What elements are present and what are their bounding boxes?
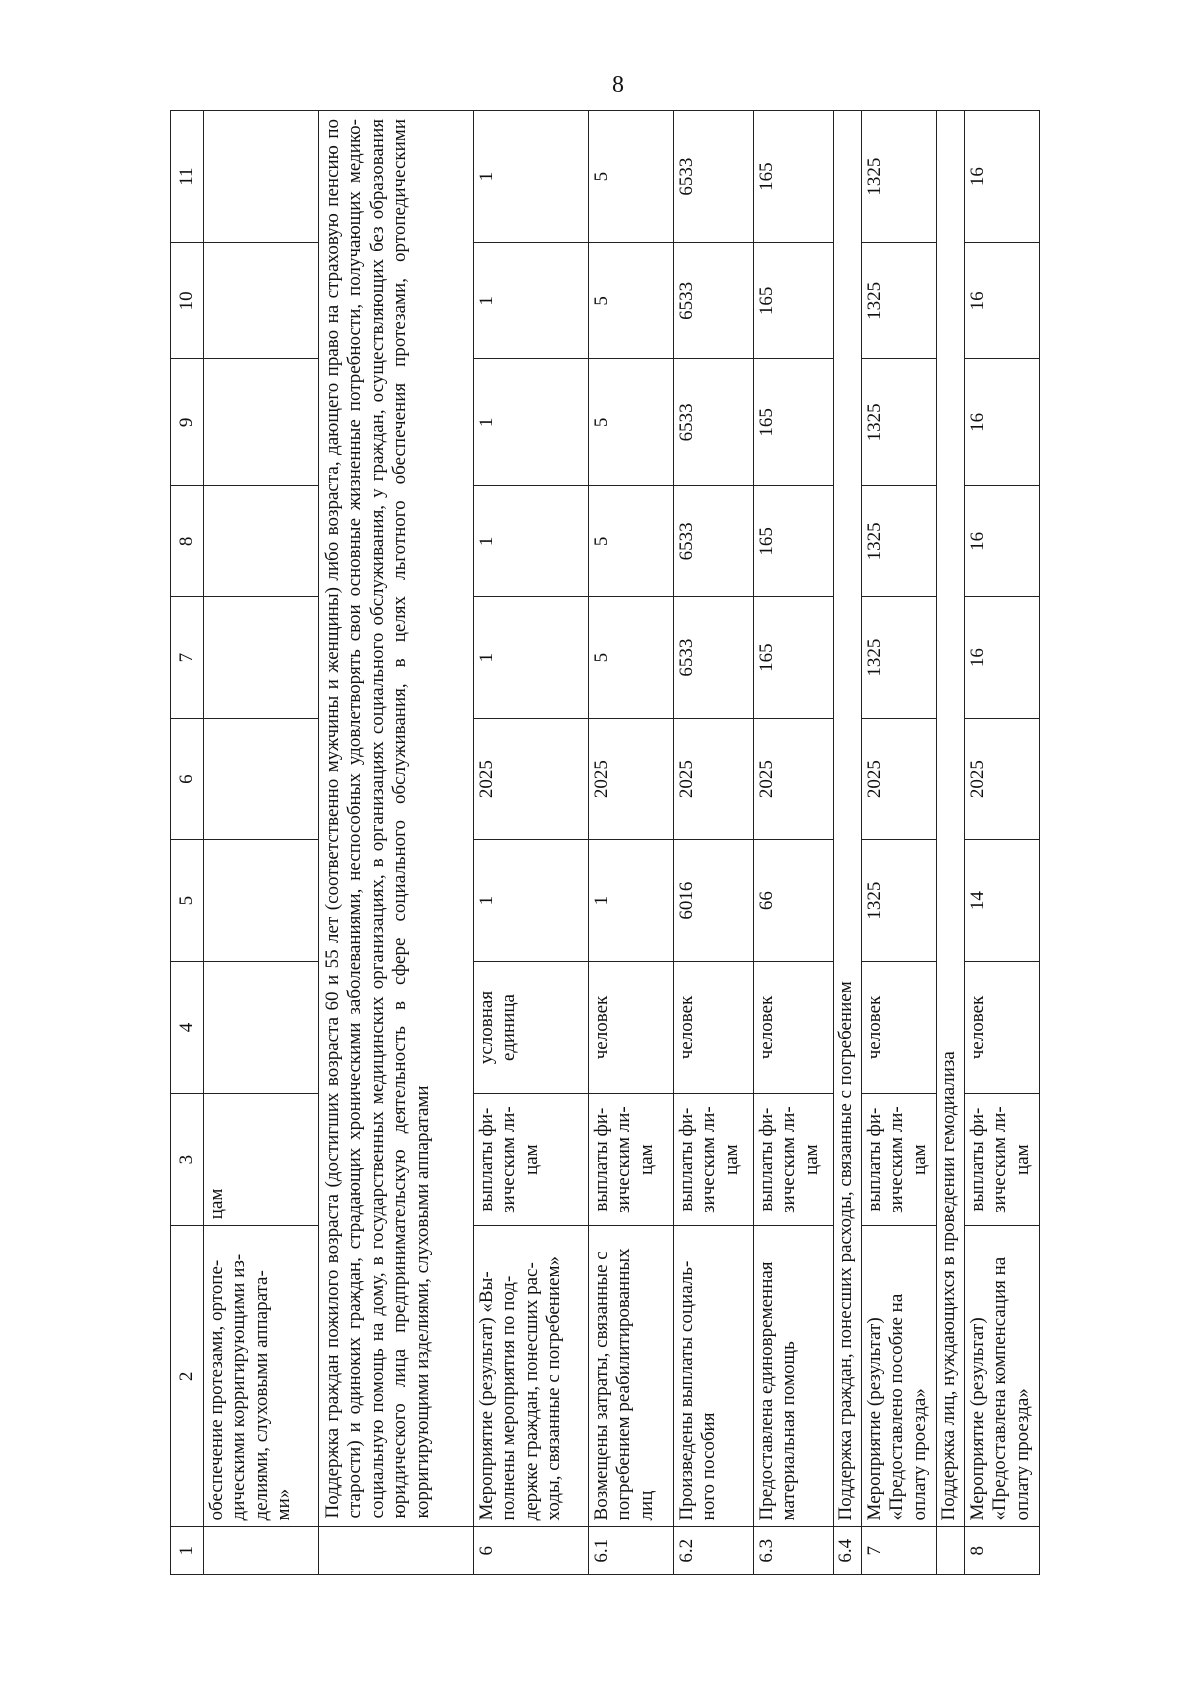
cell-base-value: 6016 bbox=[674, 840, 754, 962]
cell-value: 1325 bbox=[862, 359, 937, 486]
cell-year: 2025 bbox=[965, 718, 1040, 840]
table-row-continued bbox=[204, 111, 319, 1575]
cell-value: 165 bbox=[754, 111, 834, 243]
section-row bbox=[937, 111, 965, 1575]
row-number: 8 bbox=[965, 1527, 1040, 1575]
section-row bbox=[834, 111, 862, 1575]
cell-value: 1 bbox=[474, 359, 589, 486]
row-number: 6.1 bbox=[589, 1527, 674, 1575]
cell-description: Мероприятие (результат) «Вы- полнены мероприятия по под- держке граждан, понесших рас- ходы, связанные с погребением» bbox=[474, 1226, 589, 1527]
cell-unit: человек bbox=[754, 961, 834, 1093]
cell-value: 16 bbox=[965, 359, 1040, 486]
cell-payment-type: выплаты фи- зическим ли- цам bbox=[674, 1094, 754, 1226]
cell-unit: человек bbox=[674, 961, 754, 1093]
header-row bbox=[171, 111, 204, 1575]
cell-description: Предоставлена единовременная материальная помощь bbox=[754, 1226, 834, 1527]
cell-value: 5 bbox=[589, 111, 674, 243]
cell-description: обеспечение протезами, ортопе- дическими корригирующими из- делиями, слуховыми аппарата- ми» bbox=[204, 1226, 319, 1527]
header-cell: 9 bbox=[171, 359, 204, 486]
cell-value: 1325 bbox=[862, 111, 937, 243]
cell-value: 5 bbox=[589, 243, 674, 359]
cell-payment-type: выплаты фи- зическим ли- цам bbox=[474, 1094, 589, 1226]
header-cell: 7 bbox=[171, 597, 204, 719]
header-cell: 3 bbox=[171, 1094, 204, 1226]
cell-value: 16 bbox=[965, 111, 1040, 243]
cell-value: 1 bbox=[474, 243, 589, 359]
cell-description: Мероприятие (результат) «Предоставлено пособие на оплату проезда» bbox=[862, 1226, 937, 1527]
cell-value: 165 bbox=[754, 597, 834, 719]
cell-year: 2025 bbox=[674, 718, 754, 840]
header-cell: 2 bbox=[171, 1226, 204, 1527]
header-cell: 6 bbox=[171, 718, 204, 840]
table-row bbox=[589, 111, 674, 1575]
cell-value: 1325 bbox=[862, 243, 937, 359]
cell-year: 2025 bbox=[589, 718, 674, 840]
cell-year: 2025 bbox=[474, 718, 589, 840]
table-row bbox=[965, 111, 1040, 1575]
cell-value: 5 bbox=[589, 359, 674, 486]
table-row bbox=[674, 111, 754, 1575]
cell-value: 6533 bbox=[674, 111, 754, 243]
cell-value: 16 bbox=[965, 486, 1040, 597]
header-cell: 5 bbox=[171, 840, 204, 962]
cell-value: 16 bbox=[965, 597, 1040, 719]
cell-value: 1 bbox=[474, 597, 589, 719]
cell-payment-type: выплаты фи- зическим ли- цам bbox=[589, 1094, 674, 1226]
cell-payment-type: цам bbox=[204, 1094, 319, 1226]
cell-unit: человек bbox=[862, 961, 937, 1093]
table-row bbox=[862, 111, 937, 1575]
cell-value: 1 bbox=[474, 486, 589, 597]
cell-base-value: 14 bbox=[965, 840, 1040, 962]
cell-value: 165 bbox=[754, 243, 834, 359]
cell-base-value: 1 bbox=[474, 840, 589, 962]
cell-unit: условная единица bbox=[474, 961, 589, 1093]
header-cell: 4 bbox=[171, 961, 204, 1093]
section-row bbox=[319, 111, 474, 1575]
header-cell: 11 bbox=[171, 111, 204, 243]
cell-value: 1325 bbox=[862, 486, 937, 597]
cell-value: 5 bbox=[589, 486, 674, 597]
cell-value: 165 bbox=[754, 486, 834, 597]
section-text: Поддержка лиц, нуждающихся в проведении гемодиализа bbox=[937, 111, 965, 1527]
cell-payment-type: выплаты фи- зическим ли- цам bbox=[862, 1094, 937, 1226]
rotated-table-wrapper bbox=[170, 110, 1050, 1575]
cell-unit: человек bbox=[965, 961, 1040, 1093]
cell-description: Возмещены затраты, связанные с погребением реабилитированных лиц bbox=[589, 1226, 674, 1527]
cell-description: Произведены выплаты социаль- ного пособия bbox=[674, 1226, 754, 1527]
cell-value: 16 bbox=[965, 243, 1040, 359]
table-row bbox=[754, 111, 834, 1575]
cell-value: 6533 bbox=[674, 486, 754, 597]
cell-payment-type: выплаты фи- зическим ли- цам bbox=[754, 1094, 834, 1226]
section-text: Поддержка граждан пожилого возраста (достигших возраста 60 и 55 лет (соответственно мужчины и женщины) либо возраста, дающего право на страховую пенсию по старости) и одиноких граждан, страдающих хроническими заболеваниями, неспособных удовлетворять свои основные жизненные потребности, получающих медико-социальную помощь на дому, в государственных медицинских организациях, в организациях социального обслуживания, у граждан, осуществляющих без образования юридического лица предпринимательскую деятельность в сфере социального обслуживания, в целях льготного обеспечения протезами, ортопедическими корригирующими изделиями, слуховыми аппаратами bbox=[319, 111, 474, 1527]
row-number: 6 bbox=[474, 1527, 589, 1575]
cell-value: 1 bbox=[474, 111, 589, 243]
cell-value: 6533 bbox=[674, 359, 754, 486]
header-cell: 8 bbox=[171, 486, 204, 597]
measures-table bbox=[170, 110, 1040, 1575]
cell-description: Мероприятие (результат) «Предоставлена компенсация на оплату проезда» bbox=[965, 1226, 1040, 1527]
header-cell: 1 bbox=[171, 1527, 204, 1575]
row-number: 6.4 bbox=[834, 1527, 862, 1575]
cell-unit: человек bbox=[589, 961, 674, 1093]
cell-year: 2025 bbox=[754, 718, 834, 840]
page-number: 8 bbox=[612, 72, 624, 98]
row-number: 6.3 bbox=[754, 1527, 834, 1575]
table-row bbox=[474, 111, 589, 1575]
row-number: 6.2 bbox=[674, 1527, 754, 1575]
cell-value: 6533 bbox=[674, 597, 754, 719]
cell-value: 165 bbox=[754, 359, 834, 486]
cell-year: 2025 bbox=[862, 718, 937, 840]
cell-value: 1325 bbox=[862, 597, 937, 719]
row-number: 7 bbox=[862, 1527, 937, 1575]
cell-value: 6533 bbox=[674, 243, 754, 359]
header-cell: 10 bbox=[171, 243, 204, 359]
cell-base-value: 1325 bbox=[862, 840, 937, 962]
cell-base-value: 1 bbox=[589, 840, 674, 962]
cell-payment-type: выплаты фи- зическим ли- цам bbox=[965, 1094, 1040, 1226]
section-text: Поддержка граждан, понесших расходы, связанные с погребением bbox=[834, 111, 862, 1527]
cell-value: 5 bbox=[589, 597, 674, 719]
cell-base-value: 66 bbox=[754, 840, 834, 962]
